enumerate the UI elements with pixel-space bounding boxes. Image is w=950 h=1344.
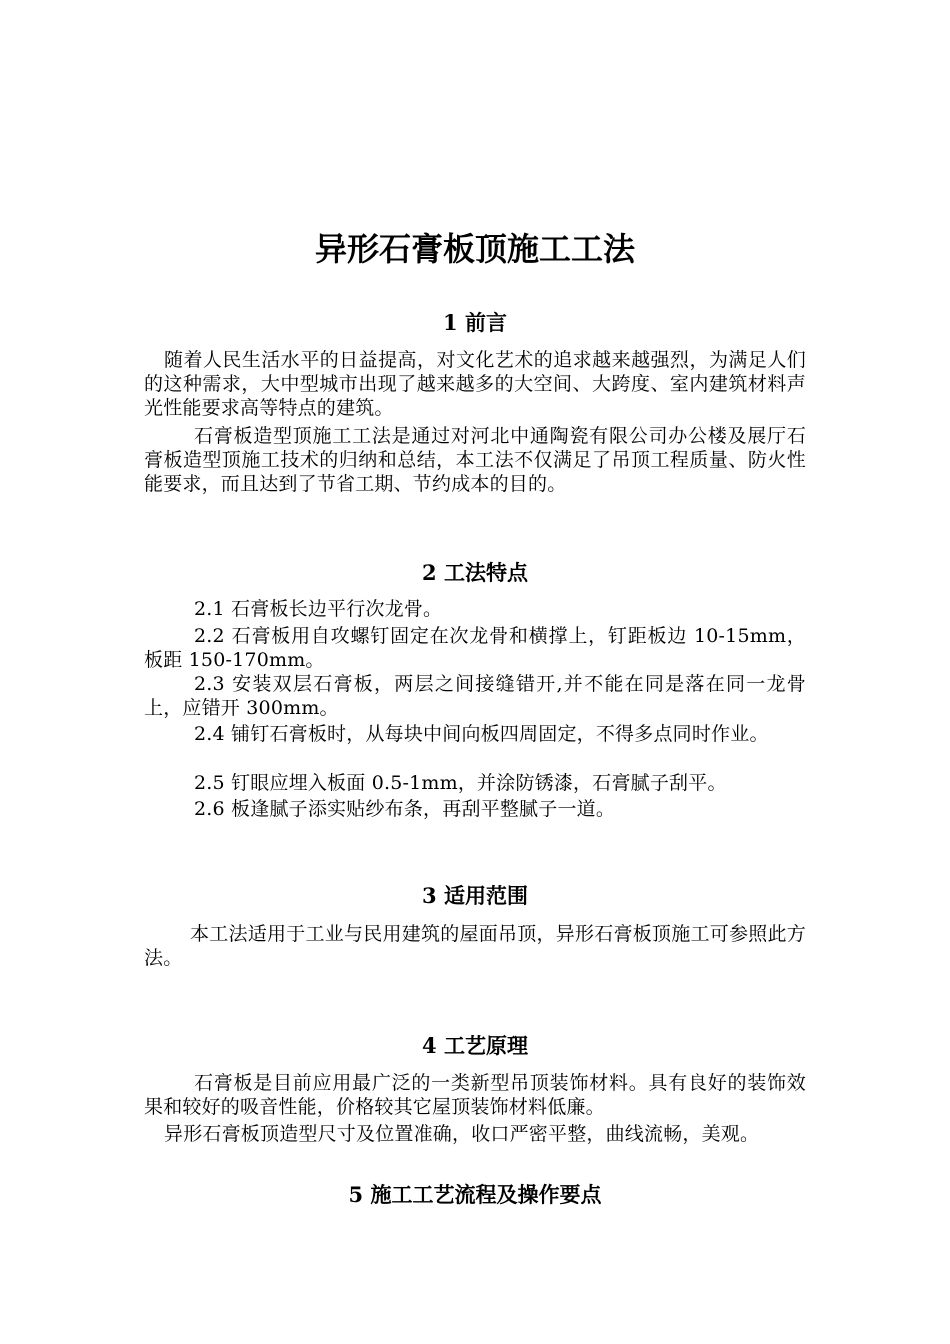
paragraph-2-1: 2.1 石膏板长边平行次龙骨。	[194, 598, 443, 620]
paragraph-4-1: 石膏板是目前应用最广泛的一类新型吊顶装饰材料。具有良好的装饰效果和较好的吸音性能，价格较其它屋顶装饰材料低廉。	[144, 1072, 806, 1118]
paragraph-4-2: 异形石膏板顶造型尺寸及位置准确，收口严密平整，曲线流畅，美观。	[164, 1123, 760, 1145]
section-heading-3: 3 适用范围	[422, 883, 528, 908]
paragraph-2-2: 2.2 石膏板用自攻螺钉固定在次龙骨和横撑上，钉距板边 10-15mm，板距 150-170mm。	[144, 625, 806, 671]
paragraph-2-6: 2.6 板逢腻子添实贴纱布条，再刮平整腻子一道。	[194, 798, 616, 820]
document-title: 异形石膏板顶施工工法	[314, 230, 635, 268]
section-heading-1: 1 前言	[443, 310, 507, 335]
paragraph-2-5: 2.5 钉眼应埋入板面 0.5-1mm，并涂防锈漆，石膏腻子刮平。	[194, 772, 727, 794]
paragraph-1-2: 石膏板造型顶施工工法是通过对河北中通陶瓷有限公司办公楼及展厅石膏板造型顶施工技术的归纳和总结，本工法不仅满足了吊顶工程质量、防火性能要求，而且达到了节省工期、节约成本的目的。	[144, 425, 806, 495]
section-heading-5: 5 施工工艺流程及操作要点	[348, 1182, 602, 1207]
paragraph-2-4: 2.4 铺钉石膏板时，从每块中间向板四周固定，不得多点同时作业。	[194, 723, 769, 745]
paragraph-2-3: 2.3 安装双层石膏板，两层之间接缝错开,并不能在同是落在同一龙骨上，应错开 300mm。	[144, 673, 806, 719]
paragraph-3-1: 本工法适用于工业与民用建筑的屋面吊顶，异形石膏板顶施工可参照此方法。	[144, 923, 806, 969]
paragraph-1-1: 随着人民生活水平的日益提高，对文化艺术的追求越来越强烈，为满足人们的这种需求，大中型城市出现了越来越多的大空间、大跨度、室内建筑材料声光性能要求高等特点的建筑。	[144, 349, 806, 419]
section-heading-2: 2 工法特点	[422, 560, 528, 585]
section-heading-4: 4 工艺原理	[422, 1033, 528, 1058]
